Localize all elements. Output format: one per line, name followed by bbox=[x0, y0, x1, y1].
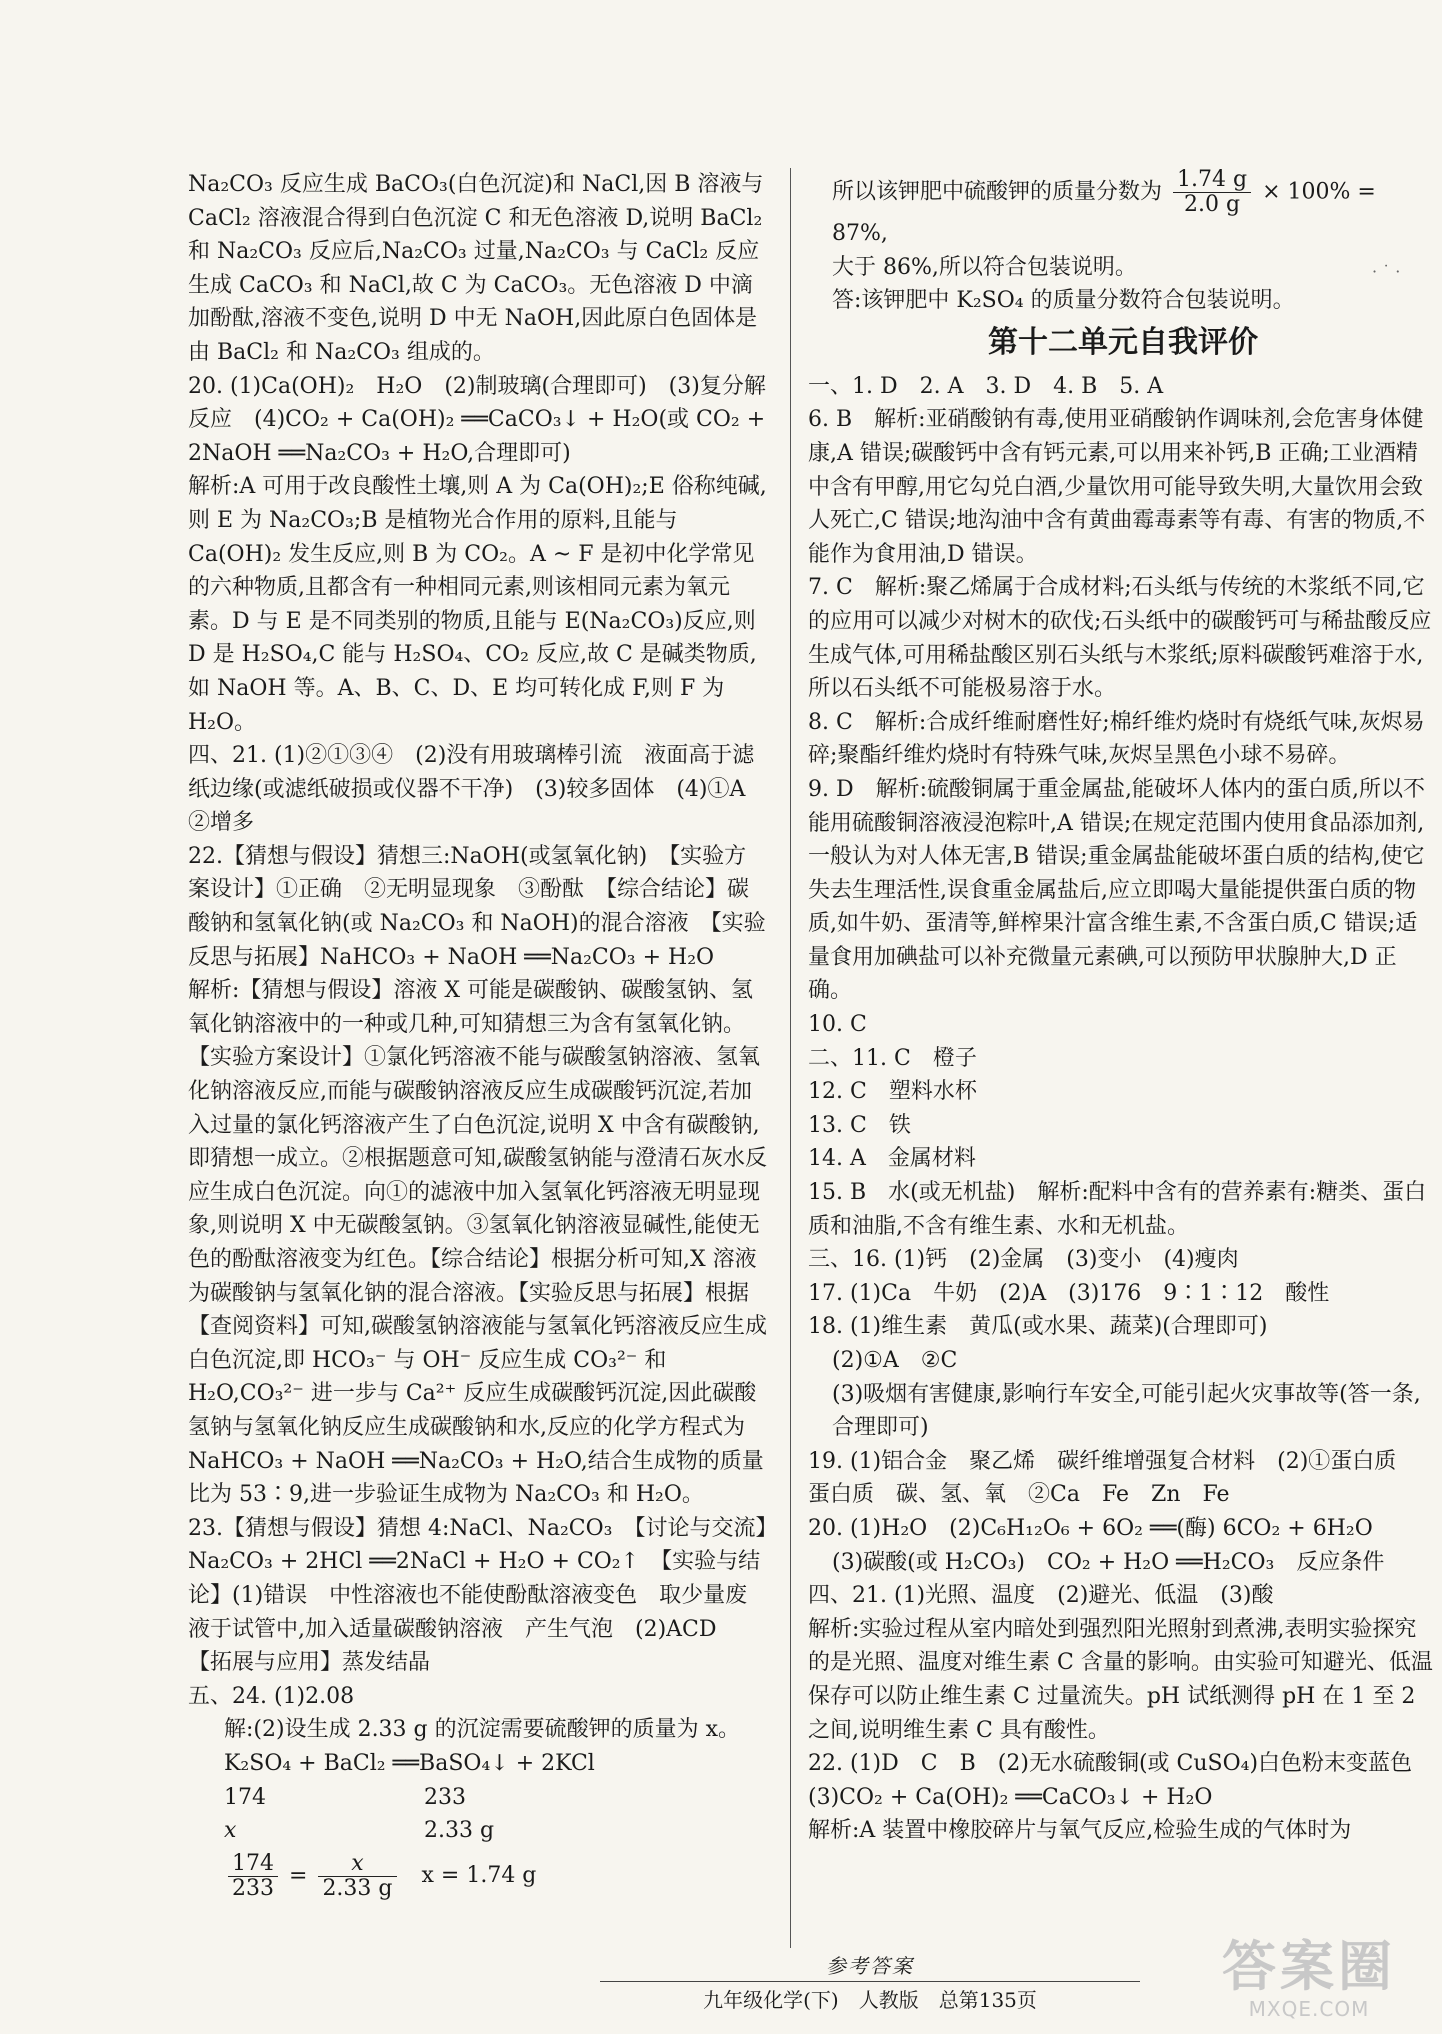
margin-scribble: · ˙ · bbox=[1372, 262, 1401, 281]
right-para-13: 18. (1)维生素 黄瓜(或水果、蔬菜)(合理即可) bbox=[808, 1314, 1268, 1340]
left-para-7: 五、24. (1)2.08 bbox=[188, 1683, 355, 1709]
ratio-right-fraction bbox=[318, 1852, 396, 1901]
calc-equation: K₂SO₄ + BaCl₂ ══BaSO₄↓ + 2KCl bbox=[224, 1750, 595, 1776]
percent-fraction bbox=[1173, 168, 1251, 217]
right-para-18: (3)碳酸(或 H₂CO₃) CO₂ + H₂O ══H₂CO₃ 反应条件 bbox=[832, 1549, 1385, 1575]
site-watermark bbox=[1204, 1936, 1414, 2026]
left-para-6: 23.【猜想与假设】猜想 4:NaCl、Na₂CO₃ 【讨论与交流】Na₂CO₃ + 2HCl ══2NaCl + H₂O + CO₂↑ 【实验与结论】(1)错误 中性溶液也不能使酚酞溶液变色 取少量废液于试管中,加入适量碳酸钠溶液 产生气泡 (2)ACD 【拓展与应用】蒸发结晶 bbox=[188, 1515, 767, 1676]
answer-statement: 答:该钾肥中 K₂SO₄ 的质量分数符合包装说明。 bbox=[832, 288, 1295, 314]
right-para-22: 解析:A 装置中橡胶碎片与氧气反应,检验生成的气体时为 bbox=[808, 1818, 1352, 1844]
right-para-5: 10. C bbox=[808, 1012, 867, 1038]
calc-setup: 解:(2)设生成 2.33 g 的沉淀需要硫酸钾的质量为 x。 bbox=[224, 1717, 741, 1743]
calc-ratio-row bbox=[224, 1852, 768, 1901]
right-para-17: 20. (1)H₂O (2)C₆H₁₂O₆ + 6O₂ ══(酶) 6CO₂ + 6H₂O bbox=[808, 1515, 1373, 1541]
footer-rule bbox=[600, 1981, 1140, 1982]
right-para-10: 15. B 水(或无机盐) 解析:配料中含有的营养素有:糖类、蛋白质和油脂,不含有维生素、水和无机盐。 bbox=[808, 1180, 1427, 1239]
percent-conclusion: 大于 86%,所以符合包装说明。 bbox=[832, 254, 1137, 280]
percent-frac-num: 1.74 g bbox=[1173, 168, 1251, 193]
right-para-14: (2)①A ②C bbox=[832, 1348, 958, 1373]
right-para-1: 6. B 解析:亚硝酸钠有毒,使用亚硝酸钠作调味剂,会危害身体健康,A 错误;碳酸钙中含有钙元素,可以用来补钙,B 正确;工业酒精中含有甲醇,用它勾兑白酒,少量饮用可能导致失明,大量饮用会致人死亡,C 错误;地沟油中含有黄曲霉毒素等有毒、有害的物质,不能作为食用油,D 错误。 bbox=[808, 407, 1426, 567]
left-column bbox=[188, 168, 768, 1901]
ratio-equals: = bbox=[289, 1863, 308, 1889]
section-title: 第十二单元自我评价 bbox=[988, 324, 1258, 360]
left-para-5: 解析:【猜想与假设】溶液 X 可能是碳酸钠、碳酸氢钠、氢氧化钠溶液中的一种或几种,可知猜想三为含有氢氧化钠。【实验方案设计】①氯化钙溶液不能与碳酸氢钠溶液、氢氧化钠溶液反应,而能与碳酸钠溶液反应生成碳酸钙沉淀,若加入过量的氯化钙溶液产生了白色沉淀,说明 X 中含有碳酸钠,即猜想一成立。②根据题意可知,碳酸氢钠能与澄清石灰水反应生成白色沉淀。向①的滤液中加入氢氧化钙溶液无明显现象,则说明 X 中无碳酸氢钠。③氢氧化钠溶液显碱性,能使无色的酚酞溶液变为红色。【综合结论】根据分析可知,X 溶液为碳酸钠与氢氧化钠的混合溶液。【实验反思与拓展】根据【查阅资料】可知,碳酸氢钠溶液能与氢氧化钙溶液反应生成白色沉淀,即 HCO₃⁻ 与 OH⁻ 反应生成 CO₃²⁻ 和 H₂O,CO₃²⁻ 进一步与 Ca²⁺ 反应生成碳酸钙沉淀,因此碳酸氢钠与氢氧化钠反应生成碳酸钠和水,反应的化学方程式为 NaHCO₃ + NaOH ══Na₂CO₃ + H₂O,结合生成物的质量比为 53∶9,进一步验证生成物为 Na₂CO₃ 和 H₂O。 bbox=[188, 978, 767, 1508]
right-para-15: (3)吸烟有害健康,影响行车安全,可能引起火灾事故等(答一条,合理即可) bbox=[832, 1381, 1421, 1441]
left-para-3: 四、21. (1)②①③④ (2)没有用玻璃棒引流 液面高于滤纸边缘(或滤纸破损或仪器不干净) (3)较多固体 (4)①A ②增多 bbox=[188, 743, 768, 836]
percent-suffix: × 100% = 87%, bbox=[832, 179, 1376, 246]
right-para-20: 解析:实验过程从室内暗处到强烈阳光照射到煮沸,表明实验探究的是光照、温度对维生素 C 含量的影响。由实验可知避光、低温保存可以防止维生素 C 过量流失。pH 试纸测得 pH 在 1 至 2 之间,说明维生素 C 具有酸性。 bbox=[808, 1616, 1433, 1743]
calc-mass-row bbox=[224, 1781, 768, 1815]
calc-var-left: x bbox=[224, 1818, 237, 1844]
right-para-12: 17. (1)Ca 牛奶 (2)A (3)176 9∶1∶12 酸性 bbox=[808, 1280, 1330, 1306]
ratio-left-den: 233 bbox=[232, 1875, 274, 1901]
percent-prefix: 所以该钾肥中硫酸钾的质量分数为 bbox=[832, 179, 1163, 205]
right-para-4: 9. D 解析:硫酸铜属于重金属盐,能破坏人体内的蛋白质,所以不能用硫酸铜溶液浸泡粽叶,A 错误;在规定范围内使用食品添加剂,一般认为对人体无害,B 错误;重金属盐能破坏蛋白质的结构,使它失去生理活性,误食重金属盐后,应立即喝大量能提供蛋白质的物质,如牛奶、蛋清等,鲜榨果汁富含维生素,不含蛋白质,C 错误;适量食用加碘盐可以补充微量元素碘,可以预防甲状腺肿大,D 正确。 bbox=[808, 776, 1426, 1004]
right-para-21: 22. (1)D C B (2)无水硫酸铜(或 CuSO₄)白色粉末变蓝色 (3)CO₂ + Ca(OH)₂ ══CaCO₃↓ + H₂O bbox=[808, 1751, 1435, 1810]
ratio-left-num: 174 bbox=[228, 1852, 278, 1877]
right-para-2: 7. C 解析:聚乙烯属于合成材料;石头纸与传统的木浆纸不同,它的应用可以减少对树木的砍伐;石头纸中的碳酸钙可与稀盐酸反应生成气体,可用稀盐酸区别石头纸与木浆纸;原料碳酸钙难溶于水,所以石头纸不可能极易溶于水。 bbox=[808, 575, 1432, 702]
left-para-0: Na₂CO₃ 反应生成 BaCO₃(白色沉淀)和 NaCl,因 B 溶液与 CaCl₂ 溶液混合得到白色沉淀 C 和无色溶液 D,说明 BaCl₂ 和 Na₂CO₃ 反应后,Na₂CO₃ 过量,Na₂CO₃ 与 CaCl₂ 反应生成 CaCO₃ 和 NaCl,故 C 为 CaCO₃。无色溶液 D 中滴加酚酞,溶液不变色,说明 D 中无 NaOH,因此原白色固体是由 BaCl₂ 和 Na₂CO₃ 组成的。 bbox=[188, 172, 764, 365]
right-para-6: 二、11. C 橙子 bbox=[808, 1045, 977, 1071]
right-para-7: 12. C 塑料水杯 bbox=[808, 1079, 977, 1105]
watermark-url: MXQE.COM bbox=[1248, 1997, 1370, 2021]
left-para-1: 20. (1)Ca(OH)₂ H₂O (2)制玻璃(合理即可) (3)复分解反应 (4)CO₂ + Ca(OH)₂ ══CaCO₃↓ + H₂O(或 CO₂ + 2NaOH ══Na₂CO₃ + H₂O,合理即可) bbox=[188, 373, 766, 466]
page-footer bbox=[560, 1950, 1180, 2013]
right-para-11: 三、16. (1)钙 (2)金属 (3)变小 (4)瘦肉 bbox=[808, 1247, 1239, 1273]
right-para-0: 一、1. D 2. A 3. D 4. B 5. A bbox=[808, 373, 1164, 399]
ratio-right-den: 2.33 g bbox=[322, 1875, 393, 1901]
right-para-3: 8. C 解析:合成纤维耐磨性好;棉纤维灼烧时有烧纸气味,灰烬易碎;聚酯纤维灼烧时有特殊气味,灰烬呈黑色小球不易碎。 bbox=[808, 709, 1425, 769]
calc-result: x = 1.74 g bbox=[421, 1863, 537, 1889]
calc-mass-right: 233 bbox=[424, 1784, 466, 1810]
ratio-left-fraction bbox=[228, 1852, 278, 1901]
percent-line bbox=[808, 168, 1438, 251]
left-para-2: 解析:A 可用于改良酸性土壤,则 A 为 Ca(OH)₂;E 俗称纯碱,则 E 为 Na₂CO₃;B 是植物光合作用的原料,且能与 Ca(OH)₂ 发生反应,则 B 为 CO₂。A ~ F 是初中化学常见的六种物质,且都含有一种相同元素,则该相同元素为氧元素。D 与 E 是不同类别的物质,且能与 E(Na₂CO₃)反应,则 D 是 H₂SO₄,C 能与 H₂SO₄、CO₂ 反应,故 C 是碱类物质,如 NaOH 等。A、B、C、D、E 均可转化成 F,则 F 为 H₂O。 bbox=[188, 474, 767, 735]
footer-title: 参考答案 bbox=[826, 1954, 914, 1978]
watermark-logo: 答案圈 bbox=[1222, 1935, 1396, 1998]
calc-var-right: 2.33 g bbox=[424, 1818, 495, 1844]
calc-mass-left: 174 bbox=[224, 1784, 266, 1810]
calc-var-row bbox=[224, 1814, 768, 1848]
percent-frac-den: 2.0 g bbox=[1184, 192, 1241, 217]
column-divider bbox=[790, 168, 791, 1948]
right-para-8: 13. C 铁 bbox=[808, 1112, 911, 1138]
ratio-right-num: x bbox=[318, 1852, 396, 1877]
left-para-4: 22.【猜想与假设】猜想三:NaOH(或氢氧化钠) 【实验方案设计】①正确 ②无明显现象 ③酚酞 【综合结论】碳酸钠和氢氧化钠(或 Na₂CO₃ 和 NaOH)的混合溶液 【实验反思与拓展】NaHCO₃ + NaOH ══Na₂CO₃ + H₂O bbox=[188, 843, 766, 970]
right-para-9: 14. A 金属材料 bbox=[808, 1146, 976, 1172]
footer-page-info: 九年级化学(下) 人教版 总第135页 bbox=[703, 1988, 1037, 2012]
right-para-19: 四、21. (1)光照、温度 (2)避光、低温 (3)酸 bbox=[808, 1583, 1274, 1609]
right-column bbox=[808, 168, 1438, 1848]
right-para-16: 19. (1)铝合金 聚乙烯 碳纤维增强复合材料 (2)①蛋白质 蛋白质 碳、氢、氧 ②Ca Fe Zn Fe bbox=[808, 1448, 1419, 1508]
calculation-block bbox=[188, 1713, 768, 1900]
